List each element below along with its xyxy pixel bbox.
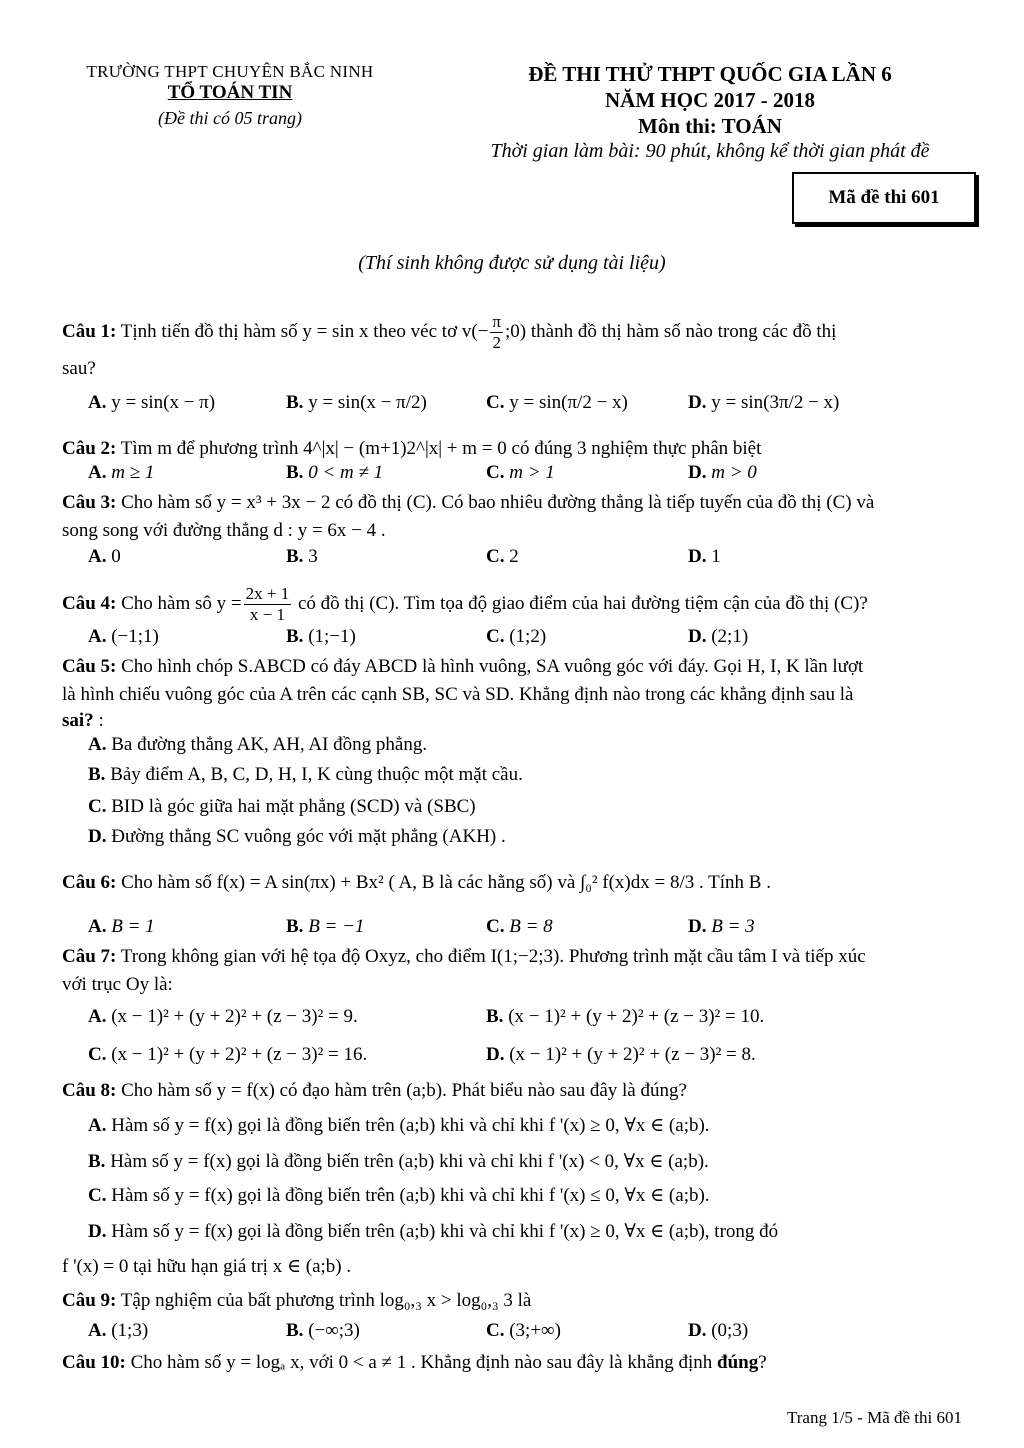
option-a: A. B = 1	[88, 916, 155, 937]
department-name: TỔ TOÁN TIN	[167, 82, 293, 103]
school-name: TRƯỜNG THPT CHUYÊN BẮC NINH	[86, 62, 374, 81]
question-text-cont: f '(x) = 0 tại hữu hạn giá trị x ∈ (a;b) .	[62, 1256, 352, 1277]
question-text-cont: với trục Oy là:	[62, 974, 173, 995]
option-c: C. B = 8	[486, 916, 553, 937]
option-c: C. Hàm số y = f(x) gọi là đồng biến trên (a;b) khi và chỉ khi f '(x) ≤ 0, ∀x ∈ (a;b).	[88, 1185, 710, 1206]
question-text-cont: sai? :	[62, 710, 104, 731]
option-c: C. y = sin(π/2 − x)	[486, 392, 628, 413]
exam-title: ĐỀ THI THỬ THPT QUỐC GIA LẦN 6	[528, 62, 892, 86]
option-c: C. BID là góc giữa hai mặt phẳng (SCD) và (SBC)	[88, 796, 476, 817]
question-9: Câu 9: Tập nghiệm của bất phương trình log₀,₃ x > log₀,₃ 3 là	[62, 1290, 532, 1311]
question-3: Câu 3: Cho hàm số y = x³ + 3x − 2 có đồ thị (C). Có bao nhiêu đường thẳng là tiếp tuyến của đồ thị (C) và	[62, 492, 875, 513]
option-d: D. (0;3)	[688, 1320, 749, 1341]
school-year: NĂM HỌC 2017 - 2018	[605, 88, 815, 112]
question-text-cont: là hình chiếu vuông góc của A trên các cạnh SB, SC và SD. Khẳng định nào trong các khẳng định sau là	[62, 684, 854, 705]
option-c: C. 2	[486, 546, 519, 567]
option-d: D. Đường thẳng SC vuông góc với mặt phẳng (AKH) .	[88, 826, 506, 847]
option-a: A. Hàm số y = f(x) gọi là đồng biến trên (a;b) khi và chỉ khi f '(x) ≥ 0, ∀x ∈ (a;b).	[88, 1115, 710, 1136]
question-text: Tịnh tiến đồ thị hàm số y = sin x theo véc tơ v(−	[120, 320, 489, 342]
question-8: Câu 8: Cho hàm số y = f(x) có đạo hàm trên (a;b). Phát biểu nào sau đây là đúng?	[62, 1080, 687, 1101]
page-footer: Trang 1/5 - Mã đề thi 601	[786, 1408, 962, 1427]
options-q4	[88, 626, 968, 652]
option-d: D. B = 3	[688, 916, 755, 937]
subject: Môn thi: TOÁN	[638, 114, 782, 138]
pages-note: (Đề thi có 05 trang)	[158, 108, 302, 128]
option-c: C. (1;2)	[486, 626, 547, 647]
notice: (Thí sinh không được sử dụng tài liệu)	[358, 252, 666, 274]
options-q1	[88, 392, 968, 418]
option-b: B. (x − 1)² + (y + 2)² + (z − 3)² = 10.	[486, 1006, 765, 1027]
options-q2	[88, 462, 968, 488]
options-q7-row2	[88, 1044, 968, 1070]
options-q9	[88, 1320, 968, 1346]
option-d: D. 1	[688, 546, 721, 567]
fraction: $\frac{2x + 1}{x - 1}$	[245, 584, 290, 624]
options-q3	[88, 546, 968, 572]
option-c: C. (3;+∞)	[486, 1320, 561, 1341]
question-7: Câu 7: Trong không gian với hệ tọa độ Oxyz, cho điểm I(1;−2;3). Phương trình mặt cầu tâm I và tiếp xúc	[62, 946, 866, 967]
question-text: ;0) thành đồ thị hàm số nào trong các đồ thị	[505, 320, 837, 342]
question-2: Câu 2: Tìm m để phương trình 4^|x| − (m+1)2^|x| + m = 0 có đúng 3 nghiệm thực phân biệt	[62, 438, 762, 459]
option-c: C. (x − 1)² + (y + 2)² + (z − 3)² = 16.	[88, 1044, 368, 1065]
option-d: D. m > 0	[688, 462, 757, 483]
option-a: A. (x − 1)² + (y + 2)² + (z − 3)² = 9.	[88, 1006, 358, 1027]
options-q7-row1	[88, 1006, 968, 1032]
option-a: A. 0	[88, 546, 121, 567]
option-b: B. (−∞;3)	[286, 1320, 360, 1341]
time-note: Thời gian làm bài: 90 phút, không kể thời gian phát đề	[490, 140, 930, 162]
option-b: B. (1;−1)	[286, 626, 356, 647]
question-label: Câu 1:	[62, 320, 117, 342]
option-a: A. y = sin(x − π)	[88, 392, 216, 413]
option-b: B. y = sin(x − π/2)	[286, 392, 427, 413]
question-text-cont: sau?	[62, 358, 96, 379]
exam-code-box	[792, 172, 976, 224]
option-d: D. Hàm số y = f(x) gọi là đồng biến trên (a;b) khi và chỉ khi f '(x) ≥ 0, ∀x ∈ (a;b), trong đó	[88, 1221, 779, 1242]
question-text-cont: song song với đường thẳng d : y = 6x − 4 .	[62, 520, 386, 541]
option-b: B. 3	[286, 546, 318, 567]
question-10: Câu 10: Cho hàm số y = logₐ x, với 0 < a ≠ 1 . Khẳng định nào sau đây là khẳng định đúng?	[62, 1352, 767, 1373]
option-a: A. m ≥ 1	[88, 462, 155, 483]
option-b: B. Hàm số y = f(x) gọi là đồng biến trên (a;b) khi và chỉ khi f '(x) < 0, ∀x ∈ (a;b).	[88, 1151, 709, 1172]
question-4: Câu 4: Cho hàm sô y = $\frac{2x + 1}{x - 1}$ có đồ thị (C). Tìm tọa độ giao điểm của hai đường tiệm cận của đồ thị (C)?	[62, 584, 868, 624]
options-q6	[88, 916, 968, 942]
option-a: A. (−1;1)	[88, 626, 159, 647]
option-a: A. (1;3)	[88, 1320, 149, 1341]
option-b: B. B = −1	[286, 916, 365, 937]
option-a: A. Ba đường thẳng AK, AH, AI đồng phẳng.	[88, 734, 428, 755]
exam-code: Mã đề thi 601	[828, 187, 940, 208]
option-b: B. Bảy điểm A, B, C, D, H, I, K cùng thuộc một mặt cầu.	[88, 764, 523, 785]
question-6: Câu 6: Cho hàm số f(x) = A sin(πx) + Bx² ( A, B là các hằng số) và ∫₀² f(x)dx = 8/3 . Tính B .	[62, 872, 771, 893]
question-5: Câu 5: Cho hình chóp S.ABCD có đáy ABCD là hình vuông, SA vuông góc với đáy. Gọi H, I, K lần lượt	[62, 656, 864, 677]
option-b: B. 0 < m ≠ 1	[286, 462, 384, 483]
fraction: $\frac{\pi}{2}$	[492, 312, 502, 352]
option-d: D. (x − 1)² + (y + 2)² + (z − 3)² = 8.	[486, 1044, 756, 1065]
option-d: D. y = sin(3π/2 − x)	[688, 392, 840, 413]
question-1	[62, 312, 962, 353]
option-c: C. m > 1	[486, 462, 555, 483]
option-d: D. (2;1)	[688, 626, 749, 647]
